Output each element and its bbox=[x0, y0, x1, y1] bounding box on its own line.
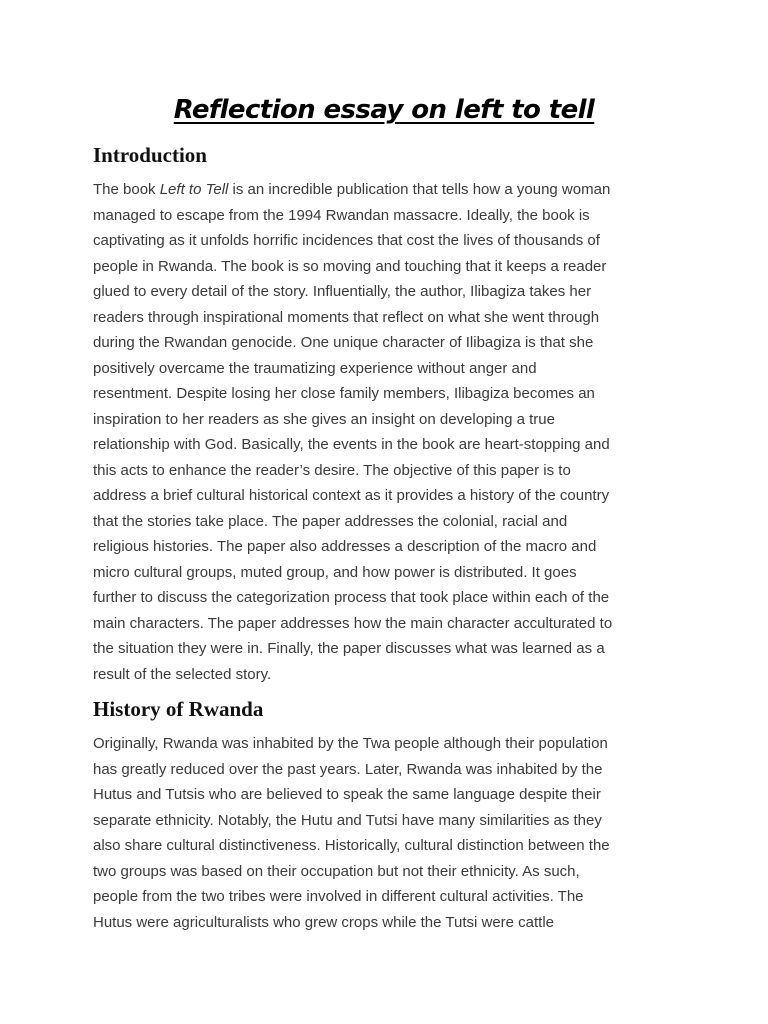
book-title-italic: Left to Tell bbox=[159, 181, 229, 198]
paragraph-line: during the Rwandan genocide. One unique character of Ilibagiza is that she bbox=[93, 334, 594, 351]
paragraph-line: the situation they were in. Finally, the paper discusses what was learned as a bbox=[93, 640, 605, 657]
paragraph-line: Hutus and Tutsis who are believed to speak the same language despite their bbox=[93, 786, 601, 803]
paragraph-line: micro cultural groups, muted group, and how power is distributed. It goes bbox=[93, 563, 577, 581]
paragraph-line: managed to escape from the 1994 Rwandan massacre. Ideally, the book is bbox=[93, 206, 590, 224]
paragraph-line: resentment. Despite losing her close family members, Ilibagiza becomes an bbox=[93, 385, 595, 402]
introduction-paragraph bbox=[93, 177, 685, 687]
history-paragraph bbox=[93, 731, 685, 935]
paragraph-line: glued to every detail of the story. Influentially, the author, Ilibagiza takes her bbox=[93, 283, 592, 300]
paragraph-line: Hutus were agriculturalists who grew crops while the Tutsi were cattle bbox=[93, 913, 555, 931]
paragraph-line: further to discuss the categorization process that took place within each of the bbox=[93, 589, 610, 606]
section-heading-history-of-rwanda: History of Rwanda bbox=[93, 697, 264, 721]
paragraph-line: readers through inspirational moments that reflect on what she went through bbox=[93, 308, 600, 326]
paragraph-line: two groups was based on their occupation but not their ethnicity. As such, bbox=[93, 862, 580, 880]
paragraph-line: address a brief cultural historical context as it provides a history of the country bbox=[93, 487, 610, 504]
paragraph-line: separate ethnicity. Notably, the Hutu and Tutsi have many similarities as they bbox=[93, 811, 602, 829]
paragraph-line: main characters. The paper addresses how the main character acculturated to bbox=[93, 614, 613, 632]
paragraph-line: religious histories. The paper also addresses a description of the macro and bbox=[93, 538, 597, 555]
paragraph-line: also share cultural distinctiveness. Historically, cultural distinction between the bbox=[93, 837, 610, 854]
paragraph-line: this acts to enhance the reader’s desire. The objective of this paper is to bbox=[93, 461, 571, 479]
paragraph-line: people from the two tribes were involved in different cultural activities. The bbox=[93, 888, 584, 905]
paragraph-line: people in Rwanda. The book is so moving and touching that it keeps a reader bbox=[93, 257, 607, 275]
paragraph-line: that the stories take place. The paper addresses the colonial, racial and bbox=[93, 512, 568, 530]
section-heading-introduction: Introduction bbox=[93, 143, 207, 167]
paragraph-line: relationship with God. Basically, the events in the book are heart-stopping and bbox=[93, 436, 610, 453]
paragraph-line: positively overcame the traumatizing experience without anger and bbox=[93, 359, 537, 377]
paragraph-line: has greatly reduced over the past years. Later, Rwanda was inhabited by the bbox=[93, 760, 603, 778]
paragraph-line: The book Left to Tell is an incredible publication that tells how a young woman bbox=[93, 181, 611, 198]
paragraph-line: captivating as it unfolds horrific incidences that cost the lives of thousands of bbox=[93, 232, 600, 249]
paragraph-line: Originally, Rwanda was inhabited by the Twa people although their population bbox=[93, 735, 608, 752]
paragraph-line: inspiration to her readers as she gives an insight on developing a true bbox=[93, 410, 555, 428]
paragraph-line: result of the selected story. bbox=[93, 665, 272, 683]
document-title: Reflection essay on left to tell bbox=[173, 95, 595, 125]
